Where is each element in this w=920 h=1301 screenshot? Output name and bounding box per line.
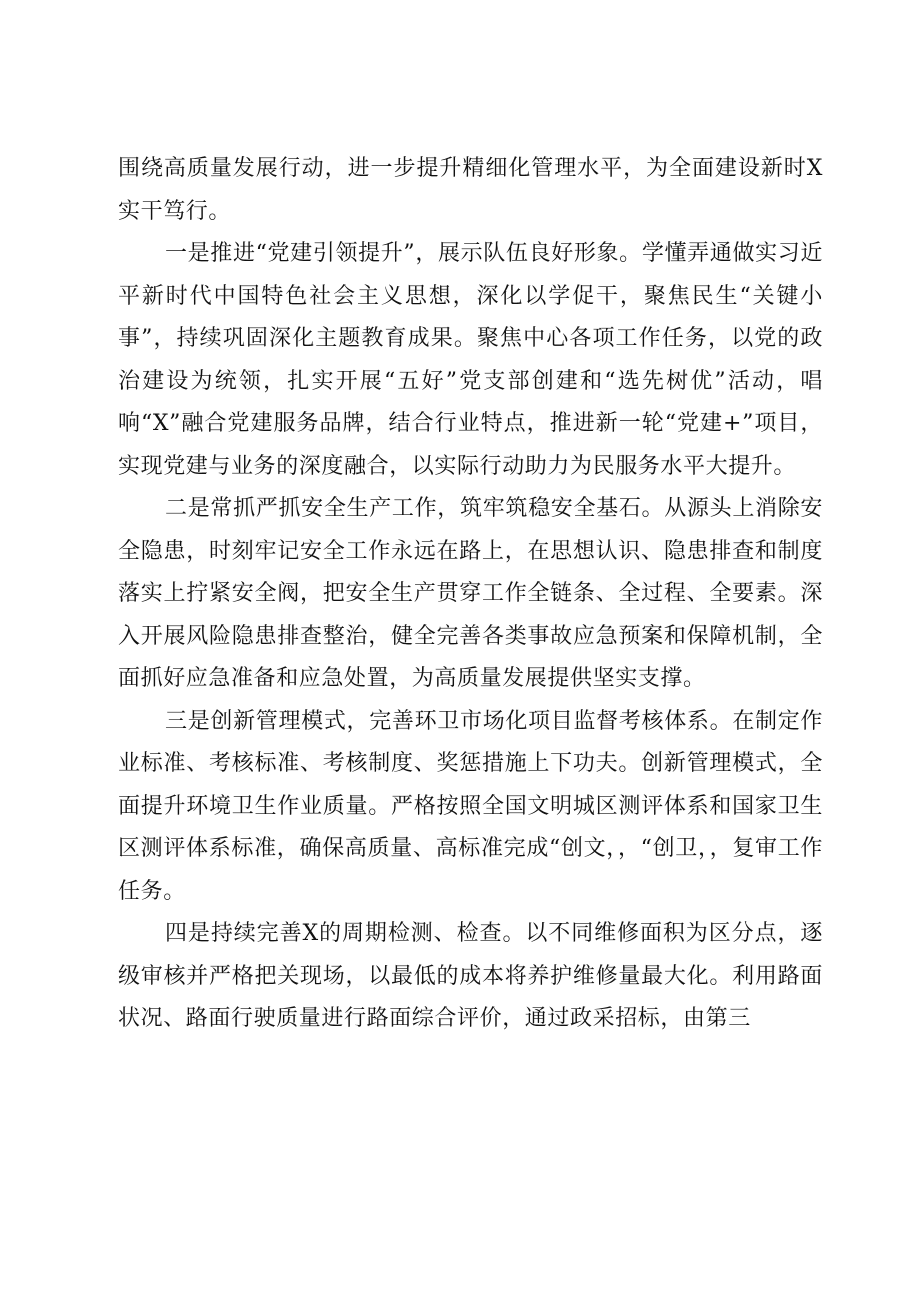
paragraph-party-building: 一是推进“党建引领提升”，展示队伍良好形象。学懂弄通做实习近平新时代中国特色社会主义思想，深化以学促干，聚焦民生“关键小事”，持续巩固深化主题教育成果。聚焦中心各项工作任务，以党的政治建设为统领，扎实开展“五好”党支部创建和“选先树优”活动，唱响“X”融合党建服务品牌，结合行业特点，推进新一轮“党建+”项目，实现党建与业务的深度融合，以实际行动助力为民服务水平大提升。: [118, 241, 823, 479]
paragraph-periodic-inspection: 四是持续完善X的周期检测、检查。以不同维修面积为区分点，逐级审核并严格把关现场，以最低的成本将养护维修量最大化。利用路面状况、路面行驶质量进行路面综合评价，通过政采招标，由第三: [118, 921, 823, 1031]
paragraph-safety-production: 二是常抓严抓安全生产工作，筑牢筑稳安全基石。从源头上消除安全隐患，时刻牢记安全工作永远在路上，在思想认识、隐患排查和制度落实上拧紧安全阀，把安全生产贯穿工作全链条、全过程、全要素。深入开展风险隐患排查整治，健全完善各类事故应急预案和保障机制，全面抓好应急准备和应急处置，为高质量发展提供坚实支撑。: [118, 496, 823, 691]
paragraph-intro-continuation: 围绕高质量发展行动，进一步提升精细化管理水平，为全面建设新时X实干笃行。: [118, 156, 823, 224]
paragraph-management-model: 三是创新管理模式，完善环卫市场化项目监督考核体系。在制定作业标准、考核标准、考核制度、奖惩措施上下功夫。创新管理模式，全面提升环境卫生作业质量。严格按照全国文明城区测评体系和国家卫生区测评体系标准，确保高质量、高标准完成“创文，，“创卫，，复审工作任务。: [118, 708, 823, 904]
document-body: [118, 148, 823, 1041]
